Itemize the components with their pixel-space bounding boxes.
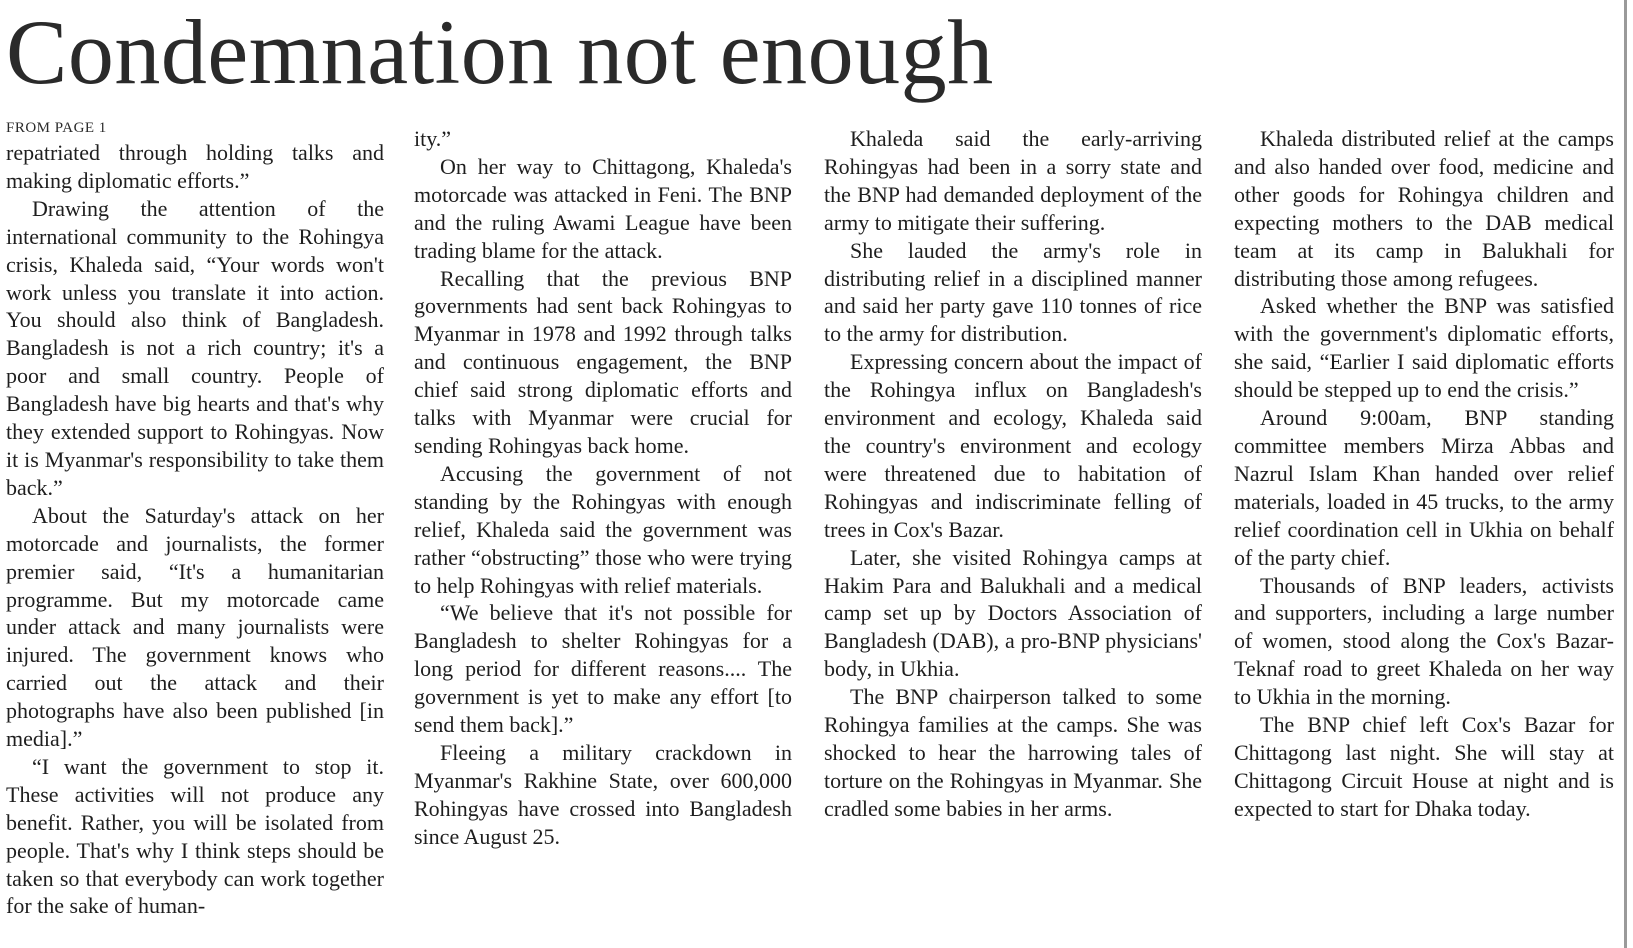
article-column-2 <box>414 125 792 851</box>
paragraph: Thousands of BNP leaders, activists and supporters, including a large number of women, stood along the Cox's Bazar-Teknaf road to greet Khaleda on her way to Ukhia in the morning. <box>1234 572 1614 710</box>
clipping-edge <box>1624 0 1627 948</box>
paragraph: “I want the government to stop it. These activities will not produce any benefit. Rather, you will be isolated from people. That's why I think steps should be taken so that everybody can work together for the sake of human- <box>6 753 384 919</box>
article-column-3 <box>824 125 1202 823</box>
paragraph: Accusing the government of not standing by the Rohingyas with enough relief, Khaleda said the government was rather “obstructing” those who were trying to help Rohingyas with relief materials. <box>414 460 792 598</box>
paragraph: “We believe that it's not possible for Bangladesh to shelter Rohingyas for a long period for different reasons.... The government is yet to make any effort [to send them back].” <box>414 600 792 738</box>
paragraph: Drawing the attention of the international community to the Rohingya crisis, Khaleda said, “Your words won't work unless you translate it into action. You should also think of Bangladesh. Bangladesh is not a rich country; it's a poor and small country. People of Bangladesh have big hearts and that's why they extended support to Rohingyas. Now it is Myanmar's responsibility to take them back.” <box>6 195 384 500</box>
paragraph: repatriated through holding talks and making diplomatic efforts.” <box>6 140 384 193</box>
paragraph: Later, she visited Rohingya camps at Hakim Para and Balukhali and a medical camp set up by Doctors Association of Bangladesh (DAB), a pro-BNP physicians' body, in Ukhia. <box>824 544 1202 682</box>
paragraph: Around 9:00am, BNP standing committee members Mirza Abbas and Nazrul Islam Khan handed over relief materials, loaded in 45 trucks, to the army relief coordination cell in Ukhia on behalf of the party chief. <box>1234 405 1614 570</box>
paragraph: On her way to Chittagong, Khaleda's motorcade was attacked in Feni. The BNP and the ruling Awami League have been trading blame for the attack. <box>414 153 792 263</box>
paragraph: Fleeing a military crackdown in Myanmar's Rakhine State, over 600,000 Rohingyas have crossed into Bangladesh since August 25. <box>414 739 792 849</box>
paragraph: The BNP chief left Cox's Bazar for Chittagong last night. She will stay at Chittagong Circuit House at night and is expected to start for Dhaka today. <box>1234 712 1614 821</box>
article-column-1 <box>6 117 384 920</box>
jump-line: FROM PAGE 1 <box>6 120 107 136</box>
article-column-4 <box>1234 125 1614 823</box>
paragraph: The BNP chairperson talked to some Rohingya families at the camps. She was shocked to hear the harrowing tales of torture on the Rohingyas in Myanmar. She cradled some babies in her arms. <box>824 684 1202 821</box>
paragraph: Khaleda said the early-arriving Rohingyas had been in a sorry state and the BNP had demanded deployment of the army to mitigate their suffering. <box>824 126 1202 235</box>
paragraph: ity.” <box>414 126 452 151</box>
paragraph: About the Saturday's attack on her motorcade and journalists, the former premier said, “It's a humanitarian programme. But my motorcade came under attack and many journalists were injured. The government knows who carried out the attack and their photographs have also been published [in media].” <box>6 502 384 752</box>
paragraph: Expressing concern about the impact of the Rohingya influx on Bangladesh's environment and ecology, Khaleda said the country's environment and ecology were threatened due to habitation of Rohingyas and indiscriminate felling of trees in Cox's Bazar. <box>824 349 1202 542</box>
headline: Condemnation not enough <box>6 1 994 103</box>
paragraph: She lauded the army's role in distributing relief in a disciplined manner and said her party gave 110 tonnes of rice to the army for distribution. <box>824 237 1202 347</box>
paragraph: Recalling that the previous BNP governments had sent back Rohingyas to Myanmar in 1978 and 1992 through talks and continuous engagement, the BNP chief said strong diplomatic efforts and talks with Myanmar were crucial for sending Rohingyas back home. <box>414 265 792 458</box>
paragraph: Khaleda distributed relief at the camps and also handed over food, medicine and other goods for Rohingya children and expecting mothers to the DAB medical team at its camp in Balukhali for distributing those among refugees. <box>1234 126 1614 291</box>
paragraph: Asked whether the BNP was satisfied with the government's diplomatic efforts, she said, “Earlier I said diplomatic efforts should be stepped up to end the crisis.” <box>1234 293 1614 403</box>
